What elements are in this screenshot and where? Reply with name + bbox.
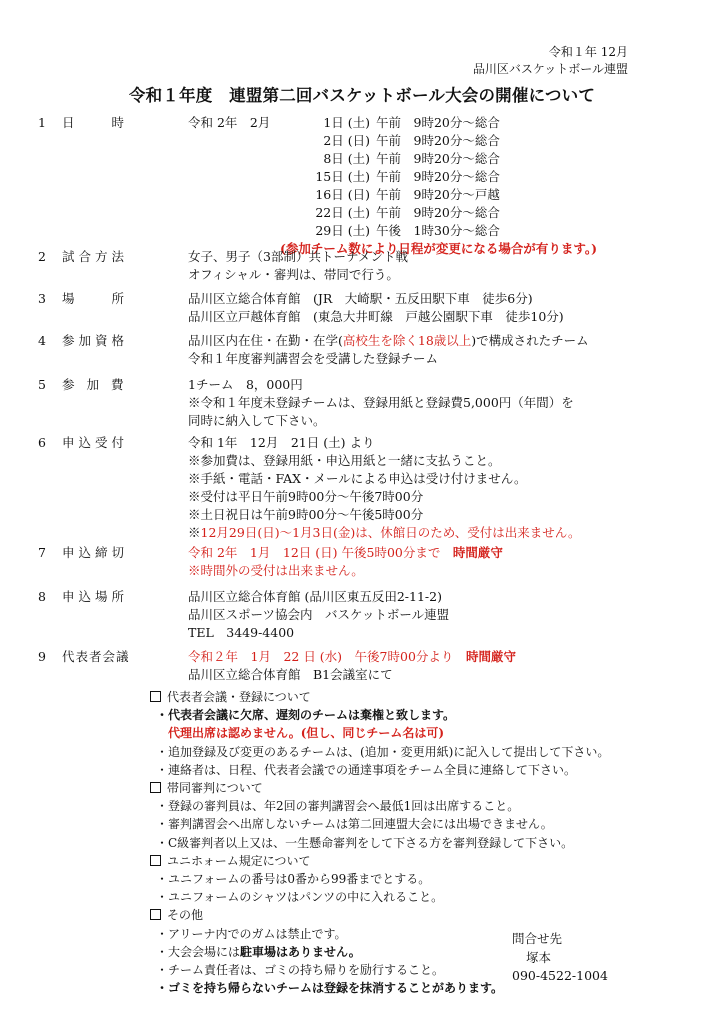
note-item: ・アリーナ内でのガムは禁止です。 — [156, 926, 347, 941]
deadline-datetime: 令和 2年 1月 12日 (日) 午後5時00分まで — [188, 545, 441, 560]
schedule-day: 1日 (土) — [323, 115, 370, 130]
section-label: 代表者会議 — [62, 649, 130, 664]
note-text: C級審判者以上又は、一生懸命審判をして下さる方を審判登録して下さい。 — [168, 835, 574, 850]
acceptance-start: 令和 1年 12月 21日 (土) より — [188, 435, 375, 450]
age-requirement: 高校生を除く18歳以上 — [342, 333, 472, 348]
note-item: ・ゴミを持ち帰らないチームは登録を抹消することがあります。 — [156, 981, 504, 996]
eligibility-line: 令和１年度審判講習会を受講した登録チーム — [188, 351, 439, 366]
acceptance-note: ※土日祝日は午前9時00分～午後5時00分 — [188, 507, 424, 522]
note-item: ・審判講習会へ出席しないチームは第二回連盟大会には出場できません。 — [156, 817, 553, 832]
note-item: ・チーム責任者は、ゴミの持ち帰りを励行すること。 — [156, 963, 445, 978]
acceptance-note: ※手紙・電話・FAX・メールによる申込は受け付けません。 — [188, 471, 527, 486]
schedule-row — [188, 186, 698, 204]
acceptance-note: ※受付は平日午前9時00分～午後7時00分 — [188, 489, 424, 504]
schedule-row — [188, 222, 698, 240]
schedule-day: 22日 (土) — [315, 205, 370, 220]
closed-days: 12月29日(日)～1月3日(金)は、休館日のため、受付は出来ません。 — [200, 525, 581, 540]
schedule-day: 8日 (土) — [323, 151, 370, 166]
note-text: アリーナ内でのガムは禁止です。 — [168, 926, 347, 941]
contact-phone: 090-4522-1004 — [512, 968, 608, 983]
checkbox-square-icon — [150, 909, 161, 920]
schedule-time: 午前 9時20分～総合 — [376, 205, 500, 220]
note-group-heading — [150, 779, 690, 797]
place-line: 品川区スポーツ協会内 バスケットボール連盟 — [188, 607, 450, 622]
proxy-note: 代理出席は認めません。(但し、同じチーム名は可) — [168, 726, 445, 741]
eligibility-text: )で構成されたチーム — [471, 333, 589, 348]
section-label: 試合方法 — [62, 249, 129, 264]
schedule-change-note: (参加チーム数により日程が変更になる場合が有ります。) — [280, 241, 598, 256]
section-label: 場 所 — [62, 291, 129, 306]
note-text: ユニフォームのシャツはパンツの中に入れること。 — [168, 890, 444, 905]
no-parking-text: 駐車場はありません。 — [240, 944, 361, 959]
schedule-prefix: 令和 2年 2月 — [188, 115, 271, 130]
note-item: ・代表者会議に欠席、遅刻のチームは棄権と致します。 — [156, 708, 456, 723]
venue-line: 品川区立総合体育館 (JR 大崎駅・五反田駅下車 徒歩6分) — [188, 291, 533, 306]
fee-note: 同時に納入して下さい。 — [188, 413, 326, 428]
note-text: チーム責任者は、ゴミの持ち帰りを励行すること。 — [168, 963, 445, 978]
note-item: ・大会会場には駐車場はありません。 — [156, 944, 361, 959]
eligibility-text: 品川区内在住・在勤・在学( — [188, 333, 343, 348]
note-text: 代表者会議に欠席、遅刻のチームは棄権と致します。 — [168, 708, 456, 723]
format-line: 女子、男子（3部制）共トーナメント戦 — [188, 249, 408, 264]
schedule-day: 2日 (日) — [323, 133, 370, 148]
note-heading-text: 帯同審判について — [167, 781, 263, 796]
checkbox-square-icon — [150, 782, 161, 793]
note-text: ゴミを持ち帰らないチームは登録を抹消することがあります。 — [168, 981, 504, 996]
section-label: 日 時 — [62, 115, 129, 130]
note-item: ・追加登録及び変更のあるチームは、(追加・変更用紙)に記入して提出して下さい。 — [156, 744, 610, 759]
schedule-day: 15日 (土) — [315, 169, 370, 184]
section-label: 申込締切 — [62, 545, 129, 560]
section-number: 3 — [38, 291, 46, 306]
schedule-time: 午後 1時30分～総合 — [376, 223, 500, 238]
notes-block — [150, 688, 690, 997]
section-number: 7 — [38, 545, 46, 560]
section-number: 1 — [38, 115, 46, 130]
section-label: 参加資格 — [62, 333, 129, 348]
section-number: 4 — [38, 333, 46, 348]
schedule-day: 29日 (土) — [315, 223, 370, 238]
schedule-time: 午前 9時20分～総合 — [376, 115, 500, 130]
section-number: 9 — [38, 649, 46, 664]
format-line: オフィシャル・審判は、帯同で行う。 — [188, 267, 399, 282]
note-text: 追加登録及び変更のあるチームは、(追加・変更用紙)に記入して提出して下さい。 — [168, 744, 610, 759]
deadline-line — [188, 544, 698, 562]
schedule-time: 午前 9時20分～総合 — [376, 169, 500, 184]
place-phone: TEL 3449-4400 — [188, 625, 295, 640]
note-item: ・ユニフォームの番号は0番から99番までとする。 — [156, 872, 431, 887]
venue-line: 品川区立戸越体育館 (東急大井町線 戸越公園駅下車 徒歩10分) — [188, 309, 564, 324]
note-text: 連絡者は、日程、代表者会議での通達事項をチーム全員に連絡して下さい。 — [168, 762, 577, 777]
schedule-row — [188, 132, 698, 150]
checkbox-square-icon — [150, 855, 161, 866]
issuer-header — [473, 44, 628, 78]
schedule-row — [188, 204, 698, 222]
note-text: ユニフォームの番号は0番から99番までとする。 — [168, 872, 431, 887]
place-line: 品川区立総合体育館 (品川区東五反田2-11-2) — [188, 589, 442, 604]
schedule-time: 午前 9時20分～戸越 — [376, 187, 500, 202]
schedule-time: 午前 9時20分～総合 — [376, 133, 500, 148]
note-item: ・連絡者は、日程、代表者会議での通達事項をチーム全員に連絡して下さい。 — [156, 762, 577, 777]
meeting-line — [188, 648, 698, 666]
note-group-heading — [150, 906, 690, 924]
schedule-day: 16日 (日) — [315, 187, 370, 202]
section-number: 6 — [38, 435, 46, 450]
issuer-org: 品川区バスケットボール連盟 — [472, 62, 628, 76]
strict-time-label: 時間厳守 — [452, 545, 503, 560]
note-heading-text: 代表者会議・登録について — [167, 690, 311, 704]
contact-block — [512, 930, 608, 986]
schedule-time: 午前 9時20分～総合 — [376, 151, 500, 166]
section-label: 参 加 費 — [62, 377, 128, 392]
issue-date: 令和１年 12月 — [548, 45, 628, 59]
note-text: 登録の審判員は、年2回の審判講習会へ最低1回は出席すること。 — [168, 799, 520, 814]
note-group-heading — [150, 688, 690, 706]
strict-time-label: 時間厳守 — [465, 649, 516, 664]
schedule-list — [188, 114, 698, 258]
schedule-row — [188, 114, 698, 132]
meeting-location: 品川区立総合体育館 B1会議室にて — [188, 667, 393, 682]
note-group-heading — [150, 852, 690, 870]
deadline-note: ※時間外の受付は出来ません。 — [188, 563, 364, 578]
note-item: ・登録の審判員は、年2回の審判講習会へ最低1回は出席すること。 — [156, 799, 520, 814]
fee-note: ※令和１年度未登録チームは、登録用紙と登録費5,000円（年間）を — [188, 395, 574, 410]
contact-label: 問合せ先 — [512, 931, 563, 946]
note-item: ・C級審判者以上又は、一生懸命審判をして下さる方を審判登録して下さい。 — [156, 835, 574, 850]
schedule-row — [188, 150, 698, 168]
schedule-row — [188, 168, 698, 186]
checkbox-square-icon — [150, 691, 161, 702]
section-number: 5 — [38, 377, 46, 392]
note-text: 審判講習会へ出席しないチームは第二回連盟大会には出場できません。 — [168, 817, 553, 832]
note-text: 大会会場には — [168, 944, 241, 959]
note-item: ・ユニフォームのシャツはパンツの中に入れること。 — [156, 890, 444, 905]
eligibility-line — [188, 332, 698, 350]
acceptance-note: ※参加費は、登録用紙・申込用紙と一緒に支払うこと。 — [188, 453, 501, 468]
note-heading-text: ユニホォーム規定について — [167, 853, 311, 868]
section-number: 8 — [38, 589, 46, 604]
fee-amount: 1チーム 8，000円 — [188, 377, 303, 392]
section-label: 申込受付 — [62, 435, 129, 450]
section-number: 2 — [38, 249, 46, 264]
note-heading-text: その他 — [167, 908, 204, 923]
acceptance-closed-note — [188, 524, 698, 542]
section-label: 申込場所 — [62, 589, 129, 604]
document-title: 令和１年度 連盟第二回バスケットボール大会の開催について — [128, 86, 596, 105]
meeting-datetime: 令和２年 1月 22 日 (水) 午後7時00分より — [188, 649, 454, 664]
contact-name: 塚本 — [526, 949, 552, 965]
note-mark: ※ — [188, 525, 201, 540]
